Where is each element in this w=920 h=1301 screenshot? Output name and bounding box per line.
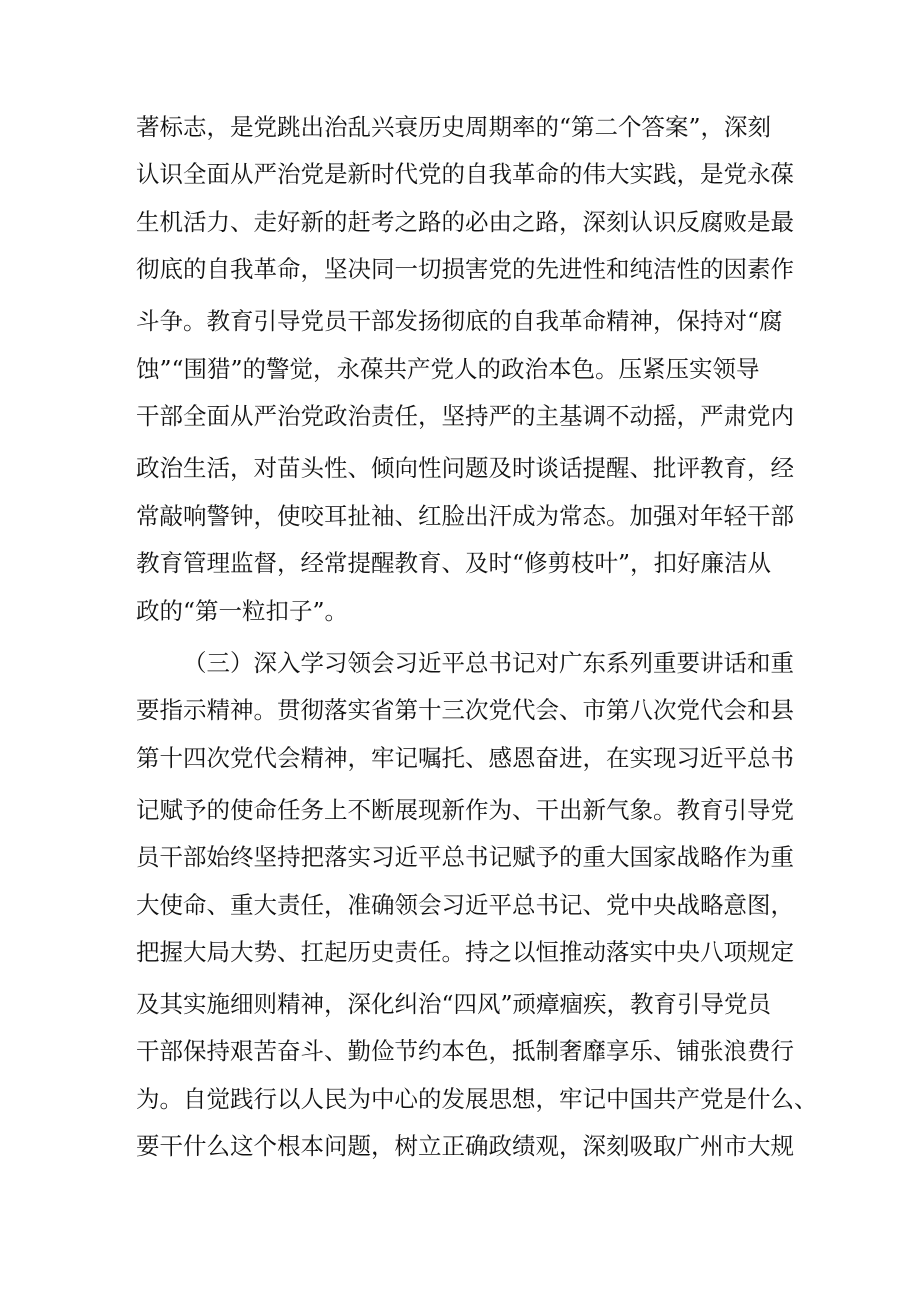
body-text-line: 干部全面从严治党政治责任，坚持严的主基调不动摇，严肃党内 (136, 402, 794, 430)
body-text-line: 要干什么这个根本问题，树立正确政绩观，深刻吸取广州市大规 (136, 1132, 794, 1160)
body-text-line: 蚀”“围猎”的警觉，永葆共产党人的政治本色。压紧压实领导 (136, 355, 760, 383)
body-text-line: 大使命、重大责任，准确领会习近平总书记、党中央战略意图， (136, 891, 794, 919)
body-text-line: 生机活力、走好新的赶考之路的必由之路，深刻认识反腐败是最 (136, 208, 794, 236)
body-text-line: 著标志，是党跳出治乱兴衰历史周期率的“第二个答案”，深刻 (136, 113, 772, 141)
body-text-line: 认识全面从严治党是新时代党的自我革命的伟大实践，是党永葆 (136, 160, 794, 188)
section-heading-line: （三）深入学习领会习近平总书记对广东系列重要讲话和重 (183, 649, 794, 677)
body-text-line: 记赋予的使命任务上不断展现新作为、干出新气象。教育引导党 (136, 796, 794, 824)
body-text-line: 为。自觉践行以人民为中心的发展思想，牢记中国共产党是什么、 (136, 1085, 818, 1113)
body-text-line: 彻底的自我革命，坚决同一切损害党的先进性和纯洁性的因素作 (136, 255, 794, 283)
body-text-line: 第十四次党代会精神，牢记嘱托、感恩奋进，在实现习近平总书 (136, 744, 794, 772)
body-text-line: 政的“第一粒扣子”。 (136, 597, 349, 625)
body-text-line: 干部保持艰苦奋斗、勤俭节约本色，抵制奢靡享乐、铺张浪费行 (136, 1037, 794, 1065)
body-text-line: 教育管理监督，经常提醒教育、及时“修剪枝叶”，扣好廉洁从 (136, 549, 772, 577)
body-text-line: 政治生活，对苗头性、倾向性问题及时谈话提醒、批评教育，经 (136, 454, 794, 482)
body-text-line: 要指示精神。贯彻落实省第十三次党代会、市第八次党代会和县 (136, 696, 794, 724)
body-text-line: 把握大局大势、扛起历史责任。持之以恒推动落实中央八项规定 (136, 938, 794, 966)
body-text-line: 斗争。教育引导党员干部发扬彻底的自我革命精神，保持对“腐 (136, 307, 783, 335)
body-text-line: 及其实施细则精神，深化纠治“四风”顽瘴痼疾，教育引导党员 (136, 990, 772, 1018)
body-text-line: 员干部始终坚持把落实习近平总书记赋予的重大国家战略作为重 (136, 843, 794, 871)
body-text-line: 常敲响警钟，使咬耳扯袖、红脸出汗成为常态。加强对年轻干部 (136, 502, 794, 530)
